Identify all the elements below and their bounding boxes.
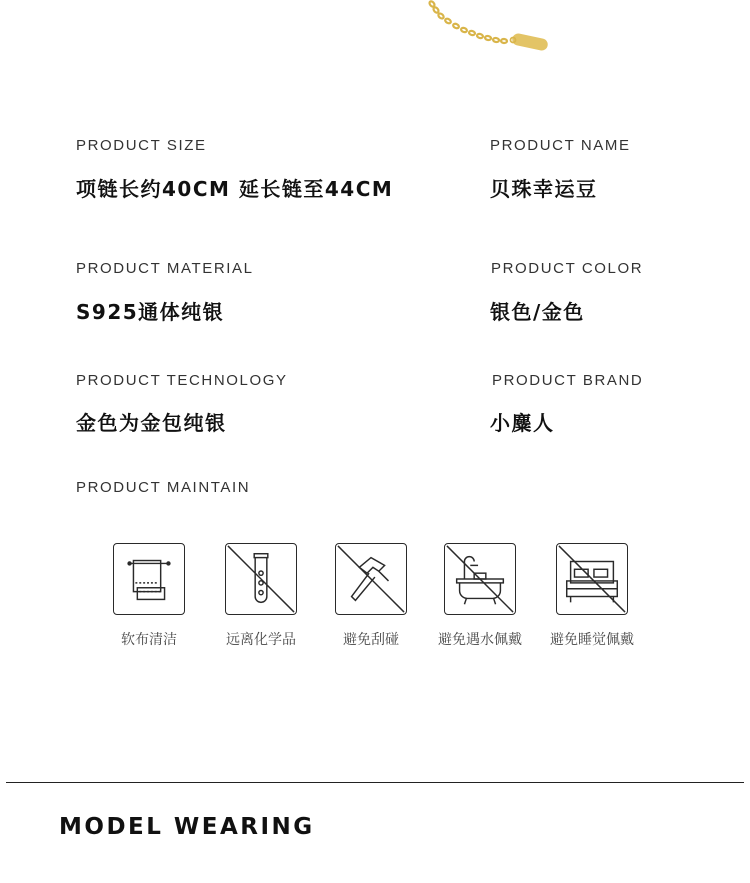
care-caption: 避免睡觉佩戴 xyxy=(550,632,634,648)
bed-crossed-icon xyxy=(556,543,628,615)
product-material-label: PRODUCT MATERIAL xyxy=(76,260,254,277)
product-size-value: 项链长约40CM 延长链至44CM xyxy=(76,177,394,201)
care-caption: 软布清洁 xyxy=(121,632,177,648)
necklace-chain-image xyxy=(420,0,560,60)
product-maintain-label: PRODUCT MAINTAIN xyxy=(76,479,251,496)
model-wearing-heading: MODEL WEARING xyxy=(59,814,315,840)
care-item xyxy=(532,543,652,649)
care-item xyxy=(89,543,209,649)
care-item xyxy=(201,543,321,649)
towel-icon xyxy=(113,543,185,615)
test-tube-crossed-icon xyxy=(225,543,297,615)
product-size-label: PRODUCT SIZE xyxy=(76,137,207,154)
product-name-label: PRODUCT NAME xyxy=(490,137,631,154)
product-technology-value: 金色为金包纯银 xyxy=(76,411,227,435)
hammer-crossed-icon xyxy=(335,543,407,615)
product-brand-value: 小麋人 xyxy=(490,411,555,435)
bathtub-crossed-icon xyxy=(444,543,516,615)
product-technology-label: PRODUCT TECHNOLOGY xyxy=(76,372,288,389)
product-material-value: S925通体纯银 xyxy=(76,300,225,324)
product-color-value: 银色/金色 xyxy=(490,300,585,324)
care-caption: 远离化学品 xyxy=(226,632,296,648)
care-item xyxy=(311,543,431,649)
care-caption: 避免遇水佩戴 xyxy=(438,632,522,648)
product-name-value: 贝珠幸运豆 xyxy=(490,177,598,201)
care-caption: 避免刮碰 xyxy=(343,632,399,648)
section-divider xyxy=(6,782,744,783)
care-item xyxy=(420,543,540,649)
product-color-label: PRODUCT COLOR xyxy=(491,260,644,277)
product-brand-label: PRODUCT BRAND xyxy=(492,372,644,389)
